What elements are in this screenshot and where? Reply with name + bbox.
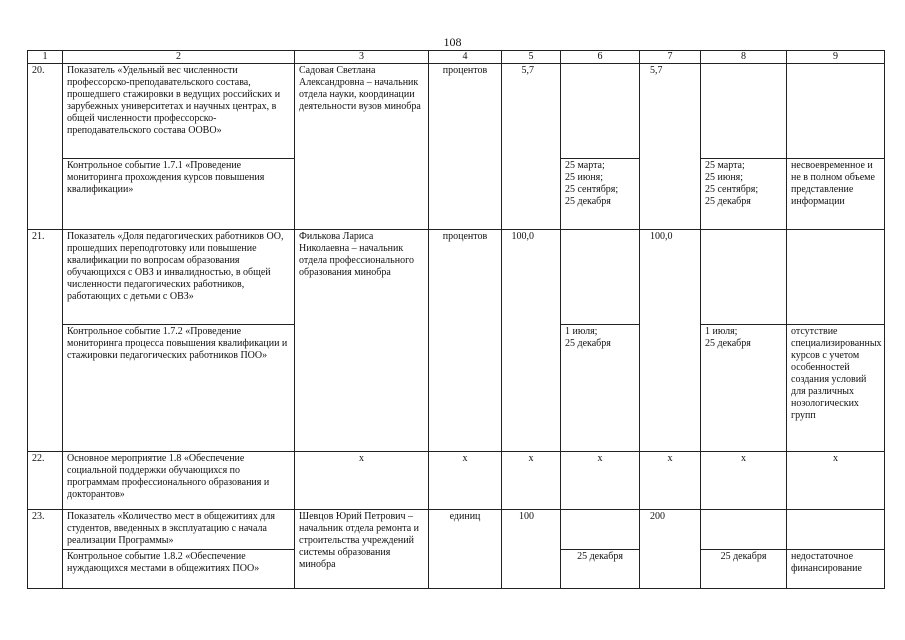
value-col9: х <box>787 452 885 510</box>
column-header: 6 <box>561 51 640 64</box>
column-header: 7 <box>640 51 701 64</box>
value-col8: х <box>701 452 787 510</box>
unit-cell: х <box>429 452 502 510</box>
control-dates-col8: 25 декабря <box>701 550 787 589</box>
value-col8 <box>701 64 787 159</box>
table-row <box>28 510 885 550</box>
control-risk-col9: недостаточное финансирование <box>787 550 885 589</box>
value-col8 <box>701 510 787 550</box>
row-number: 23. <box>28 510 63 589</box>
unit-cell: процентов <box>429 230 502 452</box>
indicator-cell: Основное мероприятие 1.8 «Обеспечение социальной поддержки обучающихся по программам профессионального образования и докторантов» <box>63 452 295 510</box>
value-col7: 100,0 <box>640 230 701 452</box>
unit-cell: процентов <box>429 64 502 230</box>
control-event-cell: Контрольное событие 1.7.2 «Проведение мониторинга процесса повышения квалификации и стажировки педагогических работников ПОО» <box>63 325 295 452</box>
value-col5-empty <box>502 550 561 589</box>
column-header: 1 <box>28 51 63 64</box>
page-number: 108 <box>443 35 462 49</box>
table-row <box>28 64 885 159</box>
row-number: 21. <box>28 230 63 452</box>
value-col5: 5,7 <box>502 64 561 159</box>
value-col9 <box>787 510 885 550</box>
unit-cell: единиц <box>429 510 502 589</box>
row-number: 20. <box>28 64 63 230</box>
responsible-cell: Филькова Лариса Николаевна – начальник отдела профессионального образования минобра <box>295 230 429 452</box>
indicator-cell: Показатель «Доля педагогических работников ОО, прошедших переподготовку или повышение квалификации по вопросам образования обучающихся с ОВЗ и инвалидностью, в общей численности педагогических работников, работающих с детьми с ОВЗ» <box>63 230 295 325</box>
control-dates-col6: 25 декабря <box>561 550 640 589</box>
value-col7: 200 <box>640 510 701 589</box>
table-row <box>28 230 885 325</box>
program-table <box>27 50 885 589</box>
column-header-row <box>28 51 885 64</box>
value-col7: х <box>640 452 701 510</box>
value-col5: 100 <box>502 510 561 550</box>
value-col7: 5,7 <box>640 64 701 230</box>
control-risk-col9: отсутствие специализированных курсов с учетом особенностей создания условий для различных нозологических групп <box>787 325 885 452</box>
control-dates-col8: 1 июля; 25 декабря <box>701 325 787 452</box>
responsible-cell: Садовая Светлана Александровна – начальник отдела науки, координации деятельности вузов минобра <box>295 64 429 230</box>
responsible-cell: х <box>295 452 429 510</box>
value-col5-empty <box>502 325 561 452</box>
column-header: 5 <box>502 51 561 64</box>
column-header: 3 <box>295 51 429 64</box>
control-dates-col6: 25 марта; 25 июня; 25 сентября; 25 декабря <box>561 159 640 230</box>
table-row <box>28 452 885 510</box>
value-col6 <box>561 64 640 159</box>
control-event-cell: Контрольное событие 1.7.1 «Проведение мониторинга прохождения курсов повышения квалификации» <box>63 159 295 230</box>
value-col5: х <box>502 452 561 510</box>
value-col9 <box>787 230 885 325</box>
indicator-cell: Показатель «Количество мест в общежитиях для студентов, введенных в эксплуатацию с начала реализации Программы» <box>63 510 295 550</box>
value-col9 <box>787 64 885 159</box>
control-event-cell: Контрольное событие 1.8.2 «Обеспечение нуждающихся местами в общежитиях ПОО» <box>63 550 295 589</box>
value-col8 <box>701 230 787 325</box>
value-col6 <box>561 510 640 550</box>
indicator-cell: Показатель «Удельный вес численности профессорско-преподавательского состава, прошедшего стажировки в ведущих российских и зарубежных университетах и научных центрах, в общей численности профессорско-преподавательского состава ООВО» <box>63 64 295 159</box>
column-header: 9 <box>787 51 885 64</box>
row-number: 22. <box>28 452 63 510</box>
value-col6 <box>561 230 640 325</box>
column-header: 4 <box>429 51 502 64</box>
value-col6: х <box>561 452 640 510</box>
value-col5-empty <box>502 159 561 230</box>
column-header: 2 <box>63 51 295 64</box>
value-col5: 100,0 <box>502 230 561 325</box>
control-dates-col6: 1 июля; 25 декабря <box>561 325 640 452</box>
control-risk-col9: несвоевременное и не в полном объеме представление информации <box>787 159 885 230</box>
column-header: 8 <box>701 51 787 64</box>
control-dates-col8: 25 марта; 25 июня; 25 сентября; 25 декабря <box>701 159 787 230</box>
responsible-cell: Шевцов Юрий Петрович – начальник отдела ремонта и строительства учреждений системы образования минобра <box>295 510 429 589</box>
